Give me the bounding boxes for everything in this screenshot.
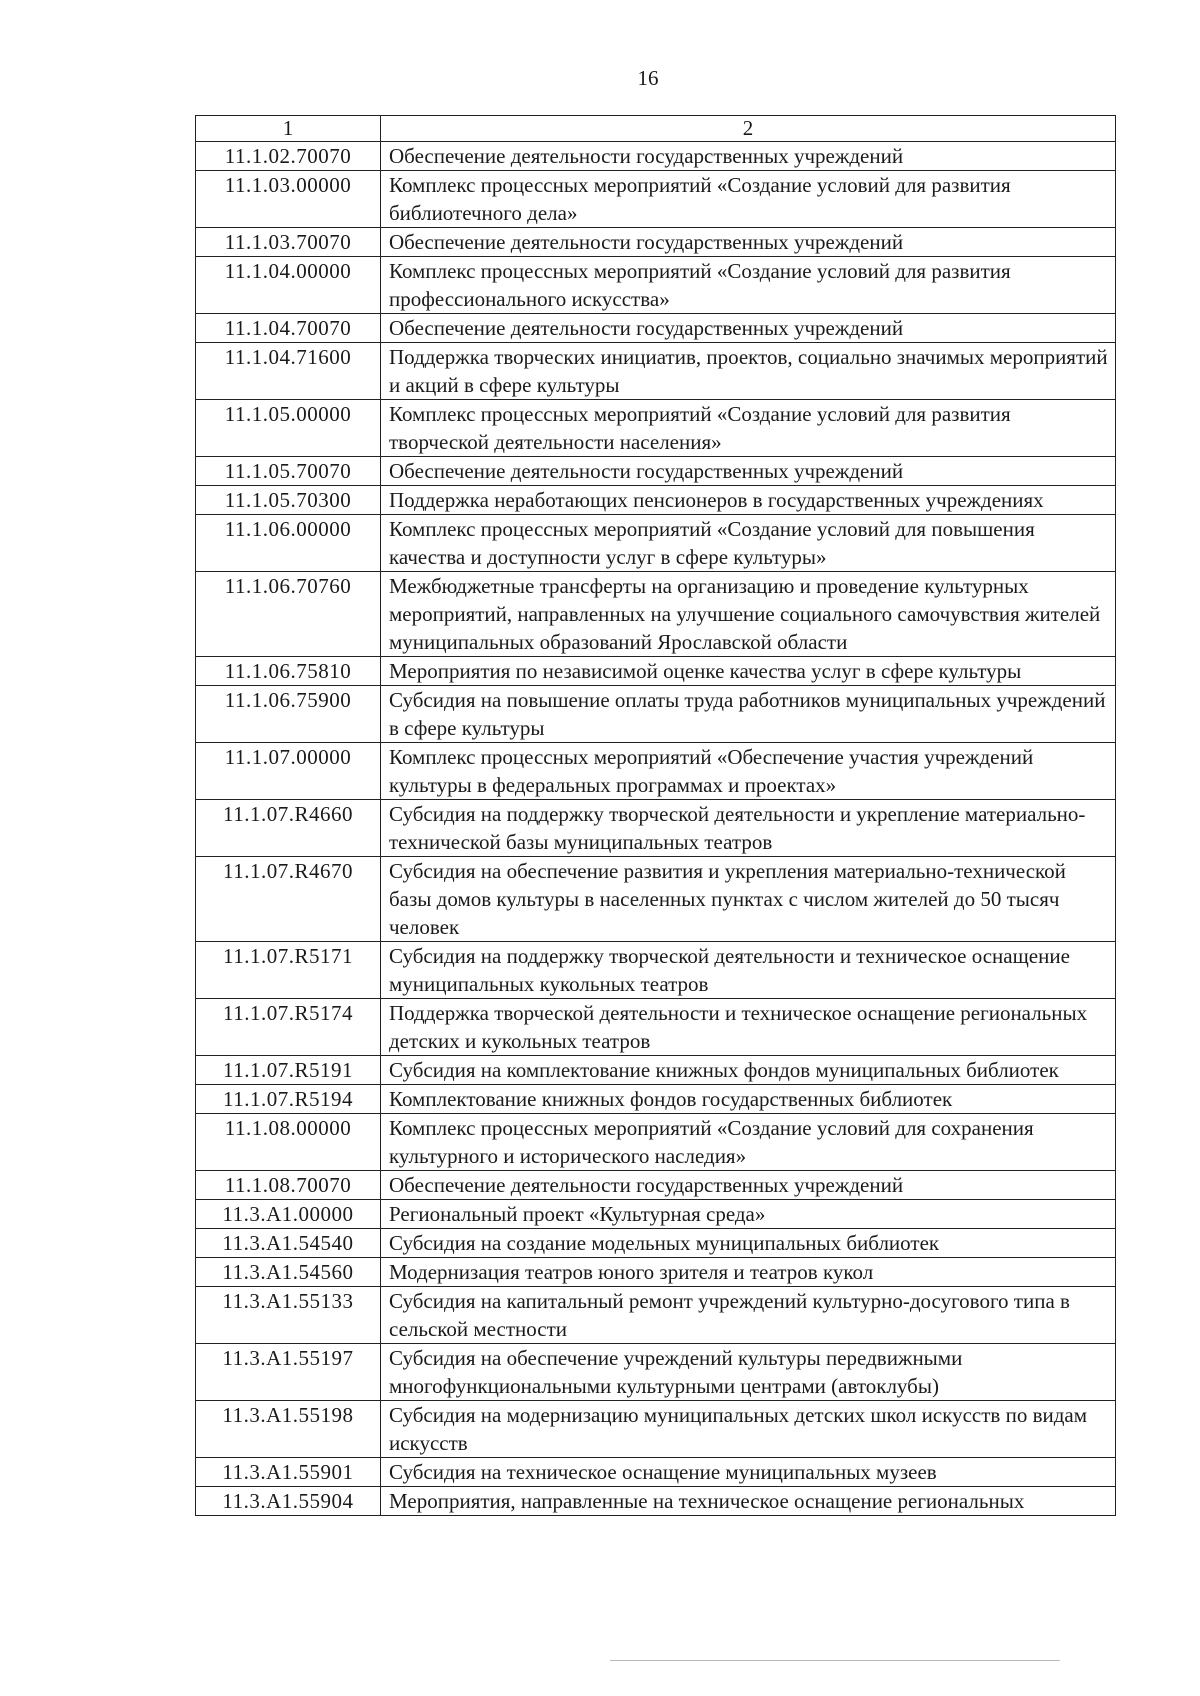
budget-code-cell: 11.1.07.00000 xyxy=(196,743,381,800)
table-row xyxy=(196,142,1116,171)
table-row xyxy=(196,1056,1116,1085)
description-cell: Субсидия на техническое оснащение муниципальных музеев xyxy=(381,1458,1116,1487)
table-row xyxy=(196,400,1116,457)
footer-divider xyxy=(610,1660,1060,1661)
description-cell: Субсидия на повышение оплаты труда работников муниципальных учреждений в сфере культуры xyxy=(381,686,1116,743)
budget-code-table xyxy=(195,115,1116,1516)
budget-code-cell: 11.1.07.R4660 xyxy=(196,800,381,857)
description-cell: Субсидия на обеспечение учреждений культуры передвижными многофункциональными культурными центрами (автоклубы) xyxy=(381,1344,1116,1401)
table-row xyxy=(196,343,1116,400)
budget-code-cell: 11.1.08.70070 xyxy=(196,1171,381,1200)
description-cell: Комплекс процессных мероприятий «Создание условий для развития библиотечного дела» xyxy=(381,171,1116,228)
budget-code-cell: 11.3.A1.00000 xyxy=(196,1200,381,1229)
description-cell: Мероприятия, направленные на техническое оснащение региональных xyxy=(381,1487,1116,1516)
budget-code-cell: 11.1.08.00000 xyxy=(196,1114,381,1171)
table-row xyxy=(196,457,1116,486)
description-cell: Комплекс процессных мероприятий «Создание условий для сохранения культурного и исторического наследия» xyxy=(381,1114,1116,1171)
budget-code-cell: 11.3.A1.54540 xyxy=(196,1229,381,1258)
description-cell: Поддержка неработающих пенсионеров в государственных учреждениях xyxy=(381,486,1116,515)
table-row xyxy=(196,1401,1116,1458)
budget-code-cell: 11.3.A1.54560 xyxy=(196,1258,381,1287)
table-row xyxy=(196,486,1116,515)
table-row xyxy=(196,1487,1116,1516)
description-cell: Комплекс процессных мероприятий «Создание условий для повышения качества и доступности услуг в сфере культуры» xyxy=(381,515,1116,572)
budget-code-cell: 11.3.A1.55197 xyxy=(196,1344,381,1401)
description-cell: Обеспечение деятельности государственных учреждений xyxy=(381,314,1116,343)
description-cell: Региональный проект «Культурная среда» xyxy=(381,1200,1116,1229)
table-row xyxy=(196,1085,1116,1114)
description-cell: Обеспечение деятельности государственных учреждений xyxy=(381,142,1116,171)
budget-code-cell: 11.1.04.71600 xyxy=(196,343,381,400)
table-row xyxy=(196,1458,1116,1487)
description-cell: Субсидия на капитальный ремонт учреждений культурно-досугового типа в сельской местности xyxy=(381,1287,1116,1344)
description-cell: Субсидия на создание модельных муниципальных библиотек xyxy=(381,1229,1116,1258)
budget-code-cell: 11.1.04.70070 xyxy=(196,314,381,343)
description-cell: Мероприятия по независимой оценке качества услуг в сфере культуры xyxy=(381,657,1116,686)
description-cell: Комплекс процессных мероприятий «Обеспечение участия учреждений культуры в федеральных программах и проектах» xyxy=(381,743,1116,800)
table-row xyxy=(196,1171,1116,1200)
budget-code-cell: 11.1.02.70070 xyxy=(196,142,381,171)
table-row xyxy=(196,314,1116,343)
table-row xyxy=(196,857,1116,942)
description-cell: Субсидия на поддержку творческой деятельности и техническое оснащение муниципальных кукольных театров xyxy=(381,942,1116,999)
description-cell: Комплекс процессных мероприятий «Создание условий для развития творческой деятельности населения» xyxy=(381,400,1116,457)
table-row xyxy=(196,257,1116,314)
description-cell: Комплекс процессных мероприятий «Создание условий для развития профессионального искусства» xyxy=(381,257,1116,314)
budget-code-cell: 11.1.07.R5174 xyxy=(196,999,381,1056)
table-row xyxy=(196,1200,1116,1229)
budget-code-cell: 11.1.07.R5191 xyxy=(196,1056,381,1085)
description-cell: Обеспечение деятельности государственных учреждений xyxy=(381,457,1116,486)
description-cell: Модернизация театров юного зрителя и театров кукол xyxy=(381,1258,1116,1287)
table-row xyxy=(196,515,1116,572)
budget-code-cell: 11.3.A1.55904 xyxy=(196,1487,381,1516)
table-header-row xyxy=(196,116,1116,142)
table-row xyxy=(196,743,1116,800)
table-row xyxy=(196,1114,1116,1171)
table-row xyxy=(196,942,1116,999)
budget-code-cell: 11.1.03.00000 xyxy=(196,171,381,228)
budget-code-cell: 11.1.07.R5171 xyxy=(196,942,381,999)
table-row xyxy=(196,228,1116,257)
table-body xyxy=(196,142,1116,1516)
description-cell: Субсидия на комплектование книжных фондов муниципальных библиотек xyxy=(381,1056,1116,1085)
description-cell: Субсидия на обеспечение развития и укрепления материально-технической базы домов культуры в населенных пунктах с числом жителей до 50 тысяч человек xyxy=(381,857,1116,942)
table-row xyxy=(196,800,1116,857)
budget-code-cell: 11.3.A1.55901 xyxy=(196,1458,381,1487)
description-cell: Обеспечение деятельности государственных учреждений xyxy=(381,228,1116,257)
description-cell: Межбюджетные трансферты на организацию и проведение культурных мероприятий, направленных на улучшение социального самочувствия жителей муниципальных образований Ярославской области xyxy=(381,572,1116,657)
budget-code-cell: 11.1.03.70070 xyxy=(196,228,381,257)
column-header-2: 2 xyxy=(381,116,1116,142)
description-cell: Поддержка творческой деятельности и техническое оснащение региональных детских и кукольных театров xyxy=(381,999,1116,1056)
budget-code-cell: 11.1.05.70300 xyxy=(196,486,381,515)
description-cell: Обеспечение деятельности государственных учреждений xyxy=(381,1171,1116,1200)
page-number: 16 xyxy=(637,66,659,90)
description-cell: Комплектование книжных фондов государственных библиотек xyxy=(381,1085,1116,1114)
column-header-1: 1 xyxy=(196,116,381,142)
table-row xyxy=(196,657,1116,686)
budget-code-cell: 11.1.05.00000 xyxy=(196,400,381,457)
budget-code-cell: 11.1.07.R4670 xyxy=(196,857,381,942)
budget-code-cell: 11.1.06.70760 xyxy=(196,572,381,657)
description-cell: Поддержка творческих инициатив, проектов, социально значимых мероприятий и акций в сфере культуры xyxy=(381,343,1116,400)
budget-code-cell: 11.1.06.75900 xyxy=(196,686,381,743)
budget-code-cell: 11.1.06.75810 xyxy=(196,657,381,686)
table-row xyxy=(196,572,1116,657)
description-cell: Субсидия на модернизацию муниципальных детских школ искусств по видам искусств xyxy=(381,1401,1116,1458)
table-row xyxy=(196,1287,1116,1344)
table-row xyxy=(196,1258,1116,1287)
table-row xyxy=(196,171,1116,228)
table-row xyxy=(196,1344,1116,1401)
budget-code-cell: 11.1.06.00000 xyxy=(196,515,381,572)
budget-code-cell: 11.1.05.70070 xyxy=(196,457,381,486)
table-row xyxy=(196,999,1116,1056)
table-row xyxy=(196,1229,1116,1258)
budget-code-cell: 11.3.A1.55133 xyxy=(196,1287,381,1344)
table-row xyxy=(196,686,1116,743)
description-cell: Субсидия на поддержку творческой деятельности и укрепление материально-технической базы муниципальных театров xyxy=(381,800,1116,857)
budget-code-cell: 11.1.04.00000 xyxy=(196,257,381,314)
budget-code-cell: 11.3.A1.55198 xyxy=(196,1401,381,1458)
budget-code-cell: 11.1.07.R5194 xyxy=(196,1085,381,1114)
